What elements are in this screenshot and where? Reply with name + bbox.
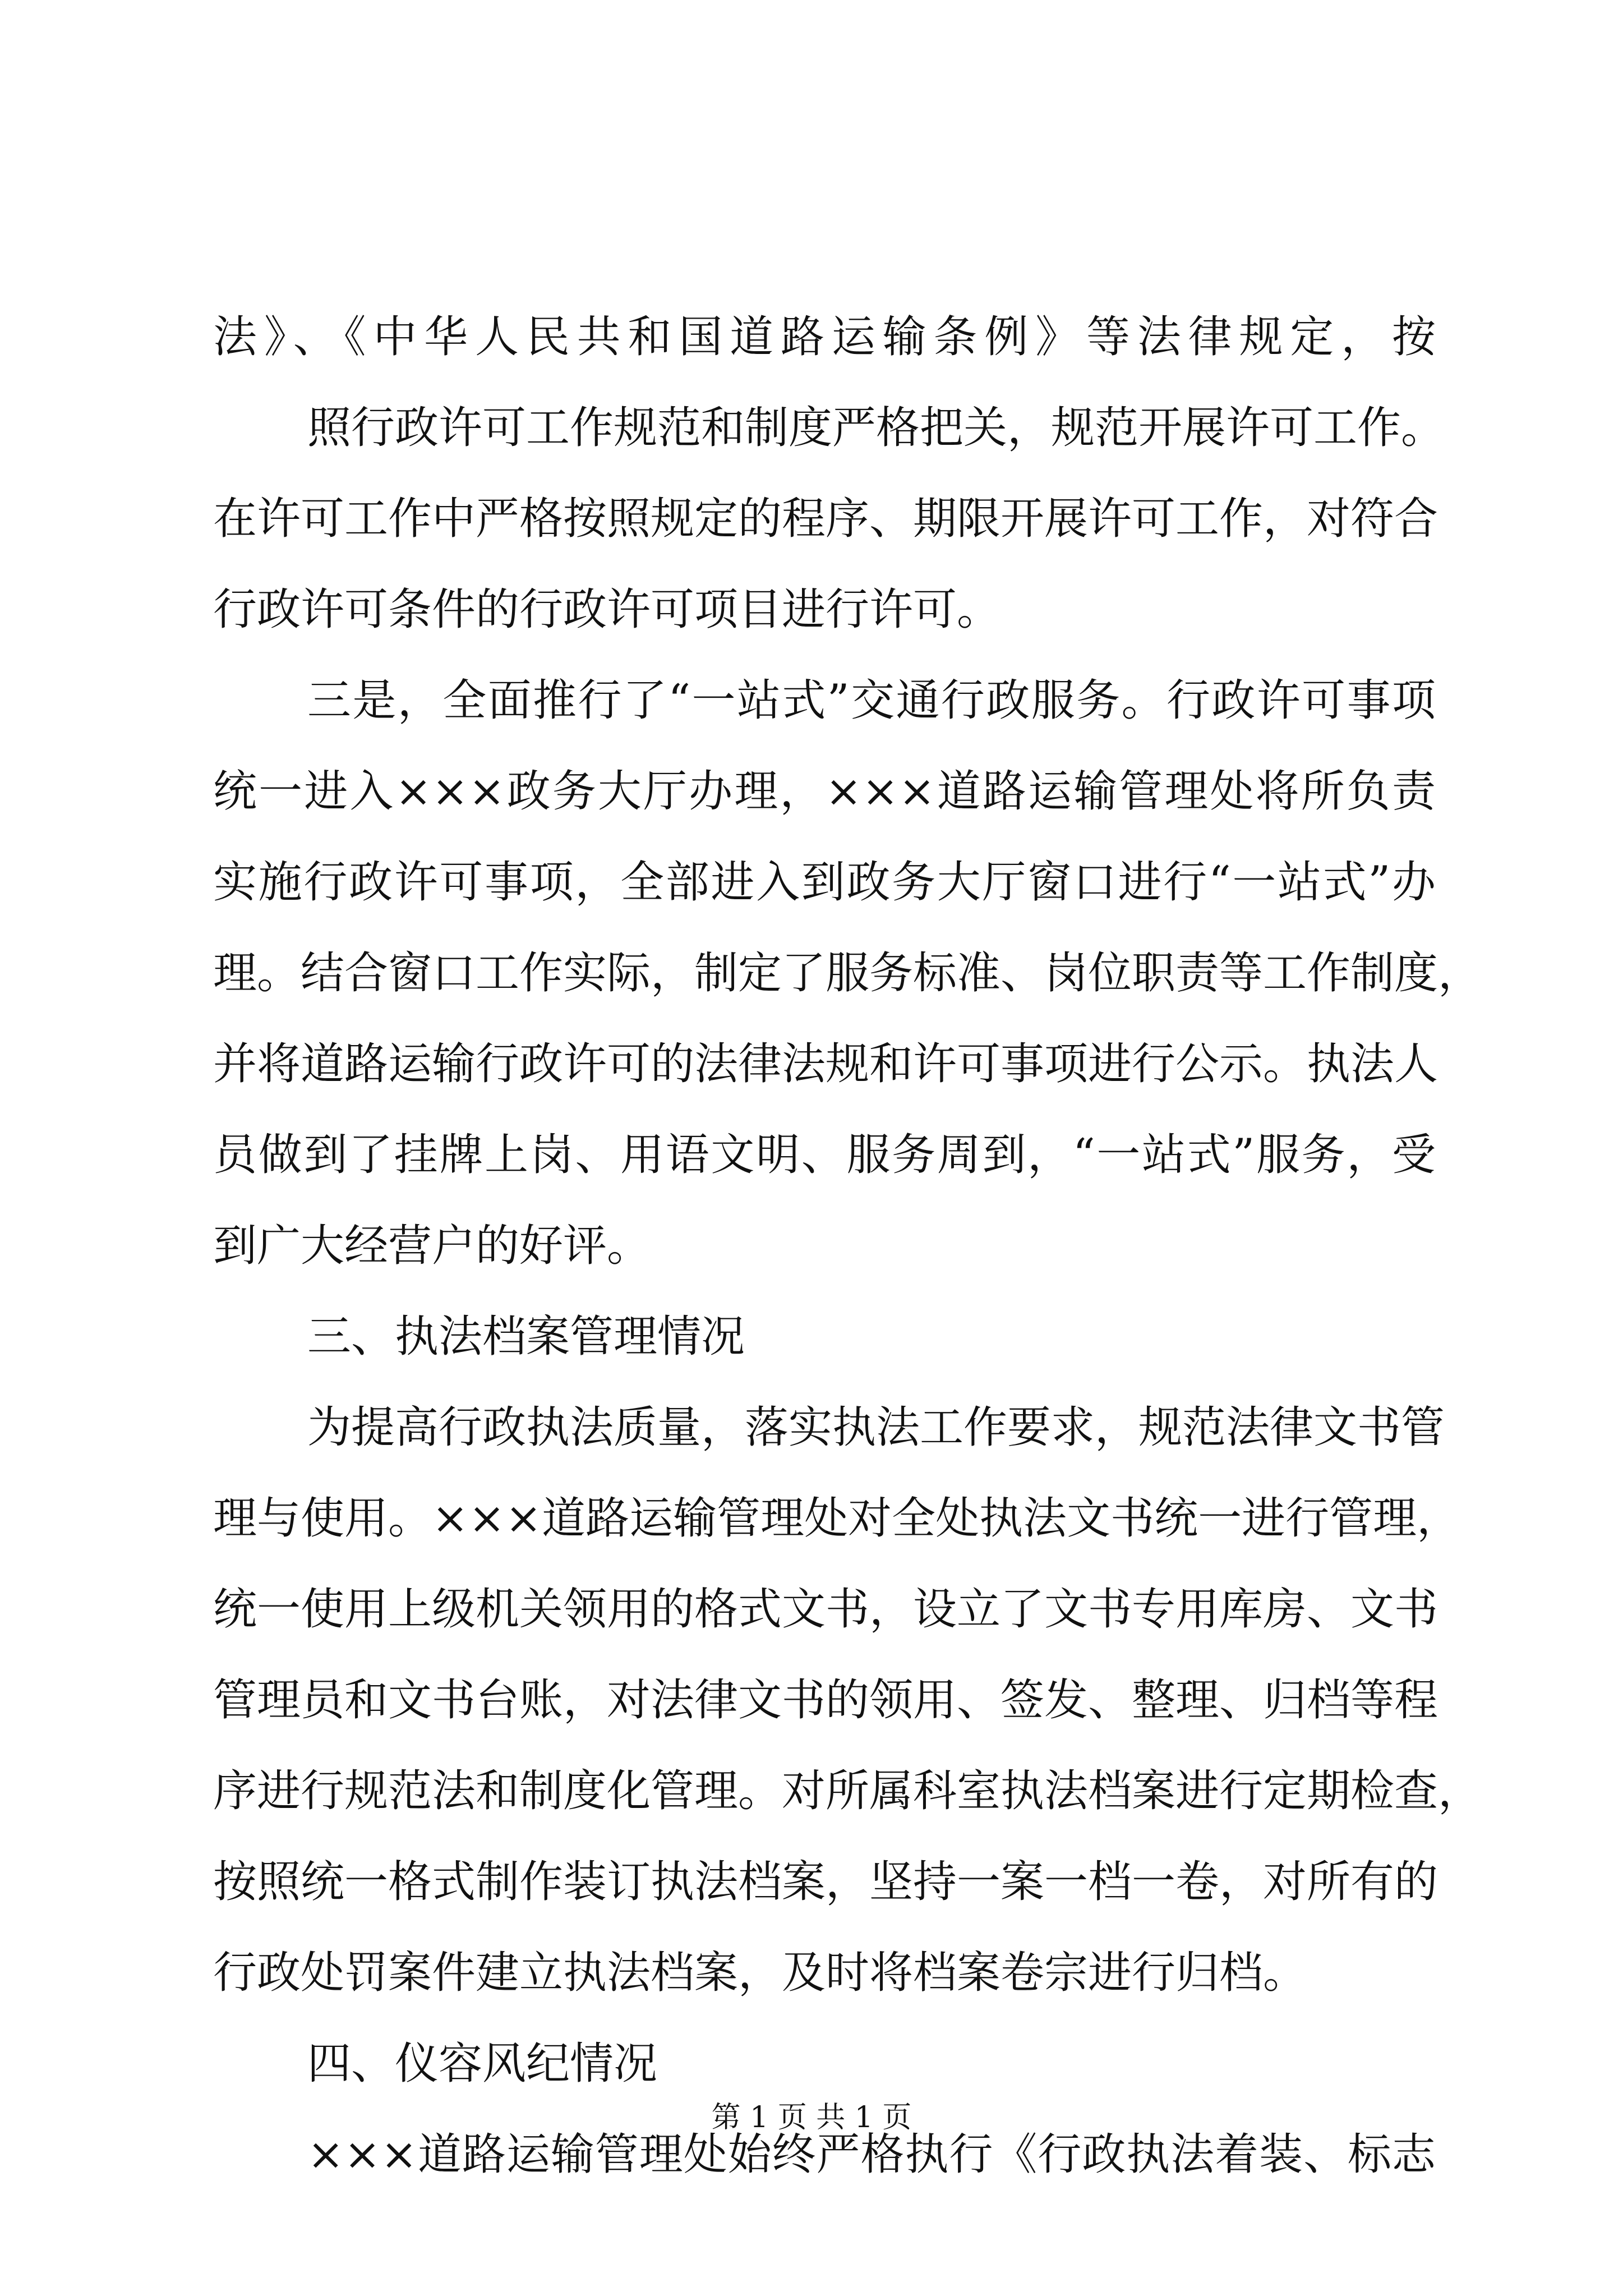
text-line: 理与使用。×××道路运输管理处对全处执法文书统一进行管理， [213, 1493, 1461, 1544]
text-line: 到广大经营户的好评。 [213, 1221, 651, 1271]
text-line: 实施行政许可事项，全部进入到政务大厅窗口进行“一站式”办 [213, 857, 1436, 908]
text-line: 序进行规范法和制度化管理。对所属科室执法档案进行定期检查， [213, 1766, 1482, 1816]
text-line: 员做到了挂牌上岗、用语文明、服务周到，“一站式”服务，受 [213, 1130, 1436, 1180]
text-line: 三是，全面推行了“一站式”交通行政服务。行政许可事项 [307, 675, 1436, 726]
text-line: 行政许可条件的行政许可项目进行许可。 [213, 585, 1001, 635]
text-line: 统一使用上级机关领用的格式文书，设立了文书专用库房、文书 [213, 1584, 1438, 1635]
page-number-footer: 第 1 页 共 1 页 [711, 2101, 912, 2134]
section-heading: 三、执法档案管理情况 [307, 1312, 745, 1362]
text-line: 统一进入×××政务大厅办理，×××道路运输管理处将所负责 [213, 766, 1436, 817]
section-heading: 四、仪容风纪情况 [307, 2039, 658, 2089]
text-line: 在许可工作中严格按照规定的程序、期限开展许可工作，对符合 [213, 494, 1438, 544]
text-line: 为提高行政执法质量，落实执法工作要求，规范法律文书管 [307, 1402, 1445, 1453]
text-line: 按照统一格式制作装订执法档案，坚持一案一档一卷，对所有的 [213, 1857, 1438, 1907]
text-line: 管理员和文书台账，对法律文书的领用、签发、整理、归档等程 [213, 1675, 1438, 1726]
document-body [213, 292, 1482, 2200]
text-line: ×××道路运输管理处始终严格执行《行政执法着装、标志 [307, 2129, 1436, 2180]
text-line: 照行政许可工作规范和制度严格把关，规范开展许可工作。 [307, 403, 1445, 453]
text-line: 行政处罚案件建立执法档案，及时将档案卷宗进行归档。 [213, 1948, 1307, 1998]
text-line: 理。结合窗口工作实际，制定了服务标准、岗位职责等工作制度， [213, 948, 1482, 999]
text-line: 并将道路运输行政许可的法律法规和许可事项进行公示。执法人 [213, 1039, 1438, 1089]
text-line: 法》、《中华人民共和国道路运输条例》等法律规定，按 [213, 312, 1436, 362]
